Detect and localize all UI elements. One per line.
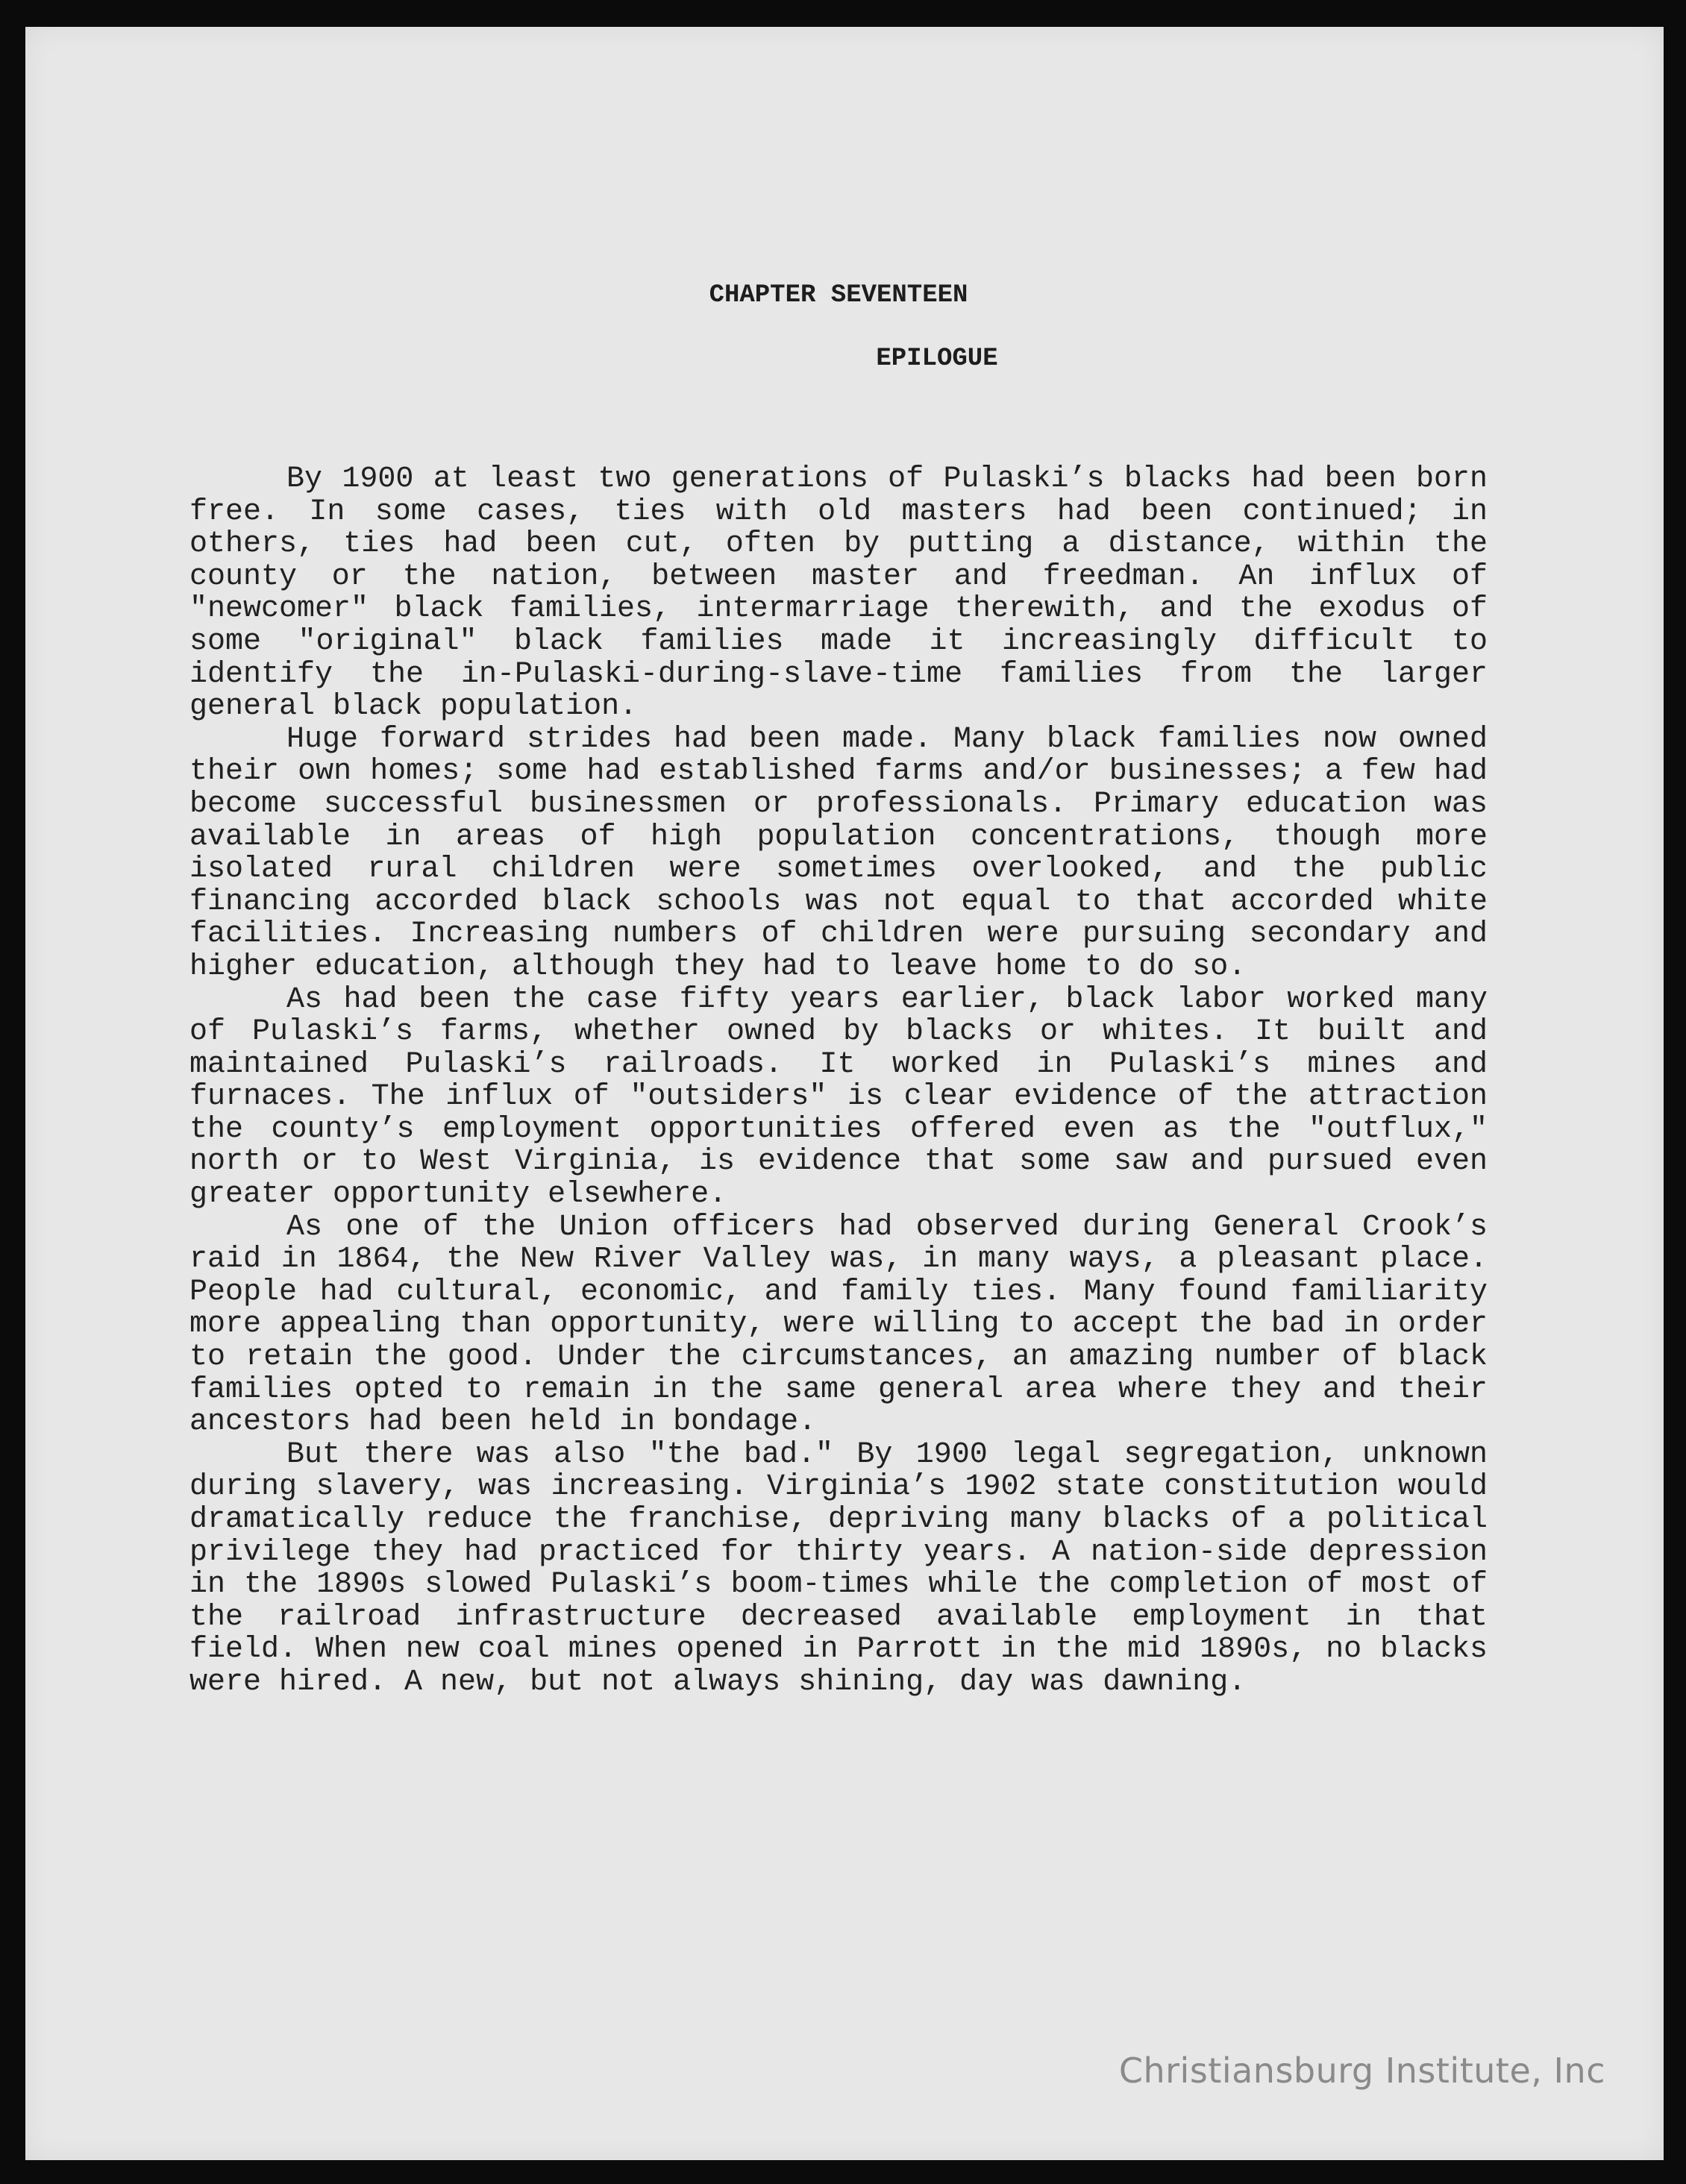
document-body [189,463,1488,1699]
paragraph-2: Huge forward strides had been made. Many black families now owned their own homes; some had established farms and/or businesses; a few had become successful businessmen or professionals. Primary education was available in areas of high population concentrations, though more isolated rural children were sometimes overlooked, and the public financing accorded black schools was not equal to that accorded white facilities. Increasing numbers of children were pursuing secondary and higher education, although they had to leave home to do so. [189,722,1488,984]
document-page [25,27,1664,2160]
paragraph-5: But there was also "the bad." By 1900 legal segregation, unknown during slavery, was increasing. Virginia’s 1902 state constitution would dramatically reduce the franchise, depriving many blacks of a political privilege they had practiced for thirty years. A nation-side depression in the 1890s slowed Pulaski’s boom-times while the completion of most of the railroad infrastructure decreased available employment in that field. When new coal mines opened in Parrott in the mid 1890s, no blacks were hired. A new, but not always shining, day was dawning. [189,1437,1488,1699]
watermark-text: Christiansburg Institute, Inc [1118,2050,1605,2091]
paragraph-3: As had been the case fifty years earlier, black labor worked many of Pulaski’s farms, whether owned by blacks or whites. It built and maintained Pulaski’s railroads. It worked in Pulaski’s mines and furnaces. The influx of "outsiders" is clear evidence of the attraction the county’s employment opportunities offered even as the "outflux," north or to West Virginia, is evidence that some saw and pursued even greater opportunity elsewhere. [189,982,1488,1212]
section-heading: EPILOGUE [876,345,998,373]
paragraph-1: By 1900 at least two generations of Pulaski’s blacks had been born free. In some cases, ties with old masters had been continued; in others, ties had been cut, often by putting a distance, within the county or the nation, between master and freedman. An influx of "newcomer" black families, intermarriage therewith, and the exodus of some "original" black families made it increasingly difficult to identify the in-Pulaski-during-slave-time families from the larger general black population. [189,462,1488,724]
chapter-heading: CHAPTER SEVENTEEN [709,281,968,310]
paragraph-4: As one of the Union officers had observed during General Crook’s raid in 1864, the New River Valley was, in many ways, a pleasant place. People had cultural, economic, and family ties. Many found familiarity more appealing than opportunity, were willing to accept the bad in order to retain the good. Under the circumstances, an amazing number of black families opted to remain in the same general area where they and their ancestors had been held in bondage. [189,1210,1488,1440]
